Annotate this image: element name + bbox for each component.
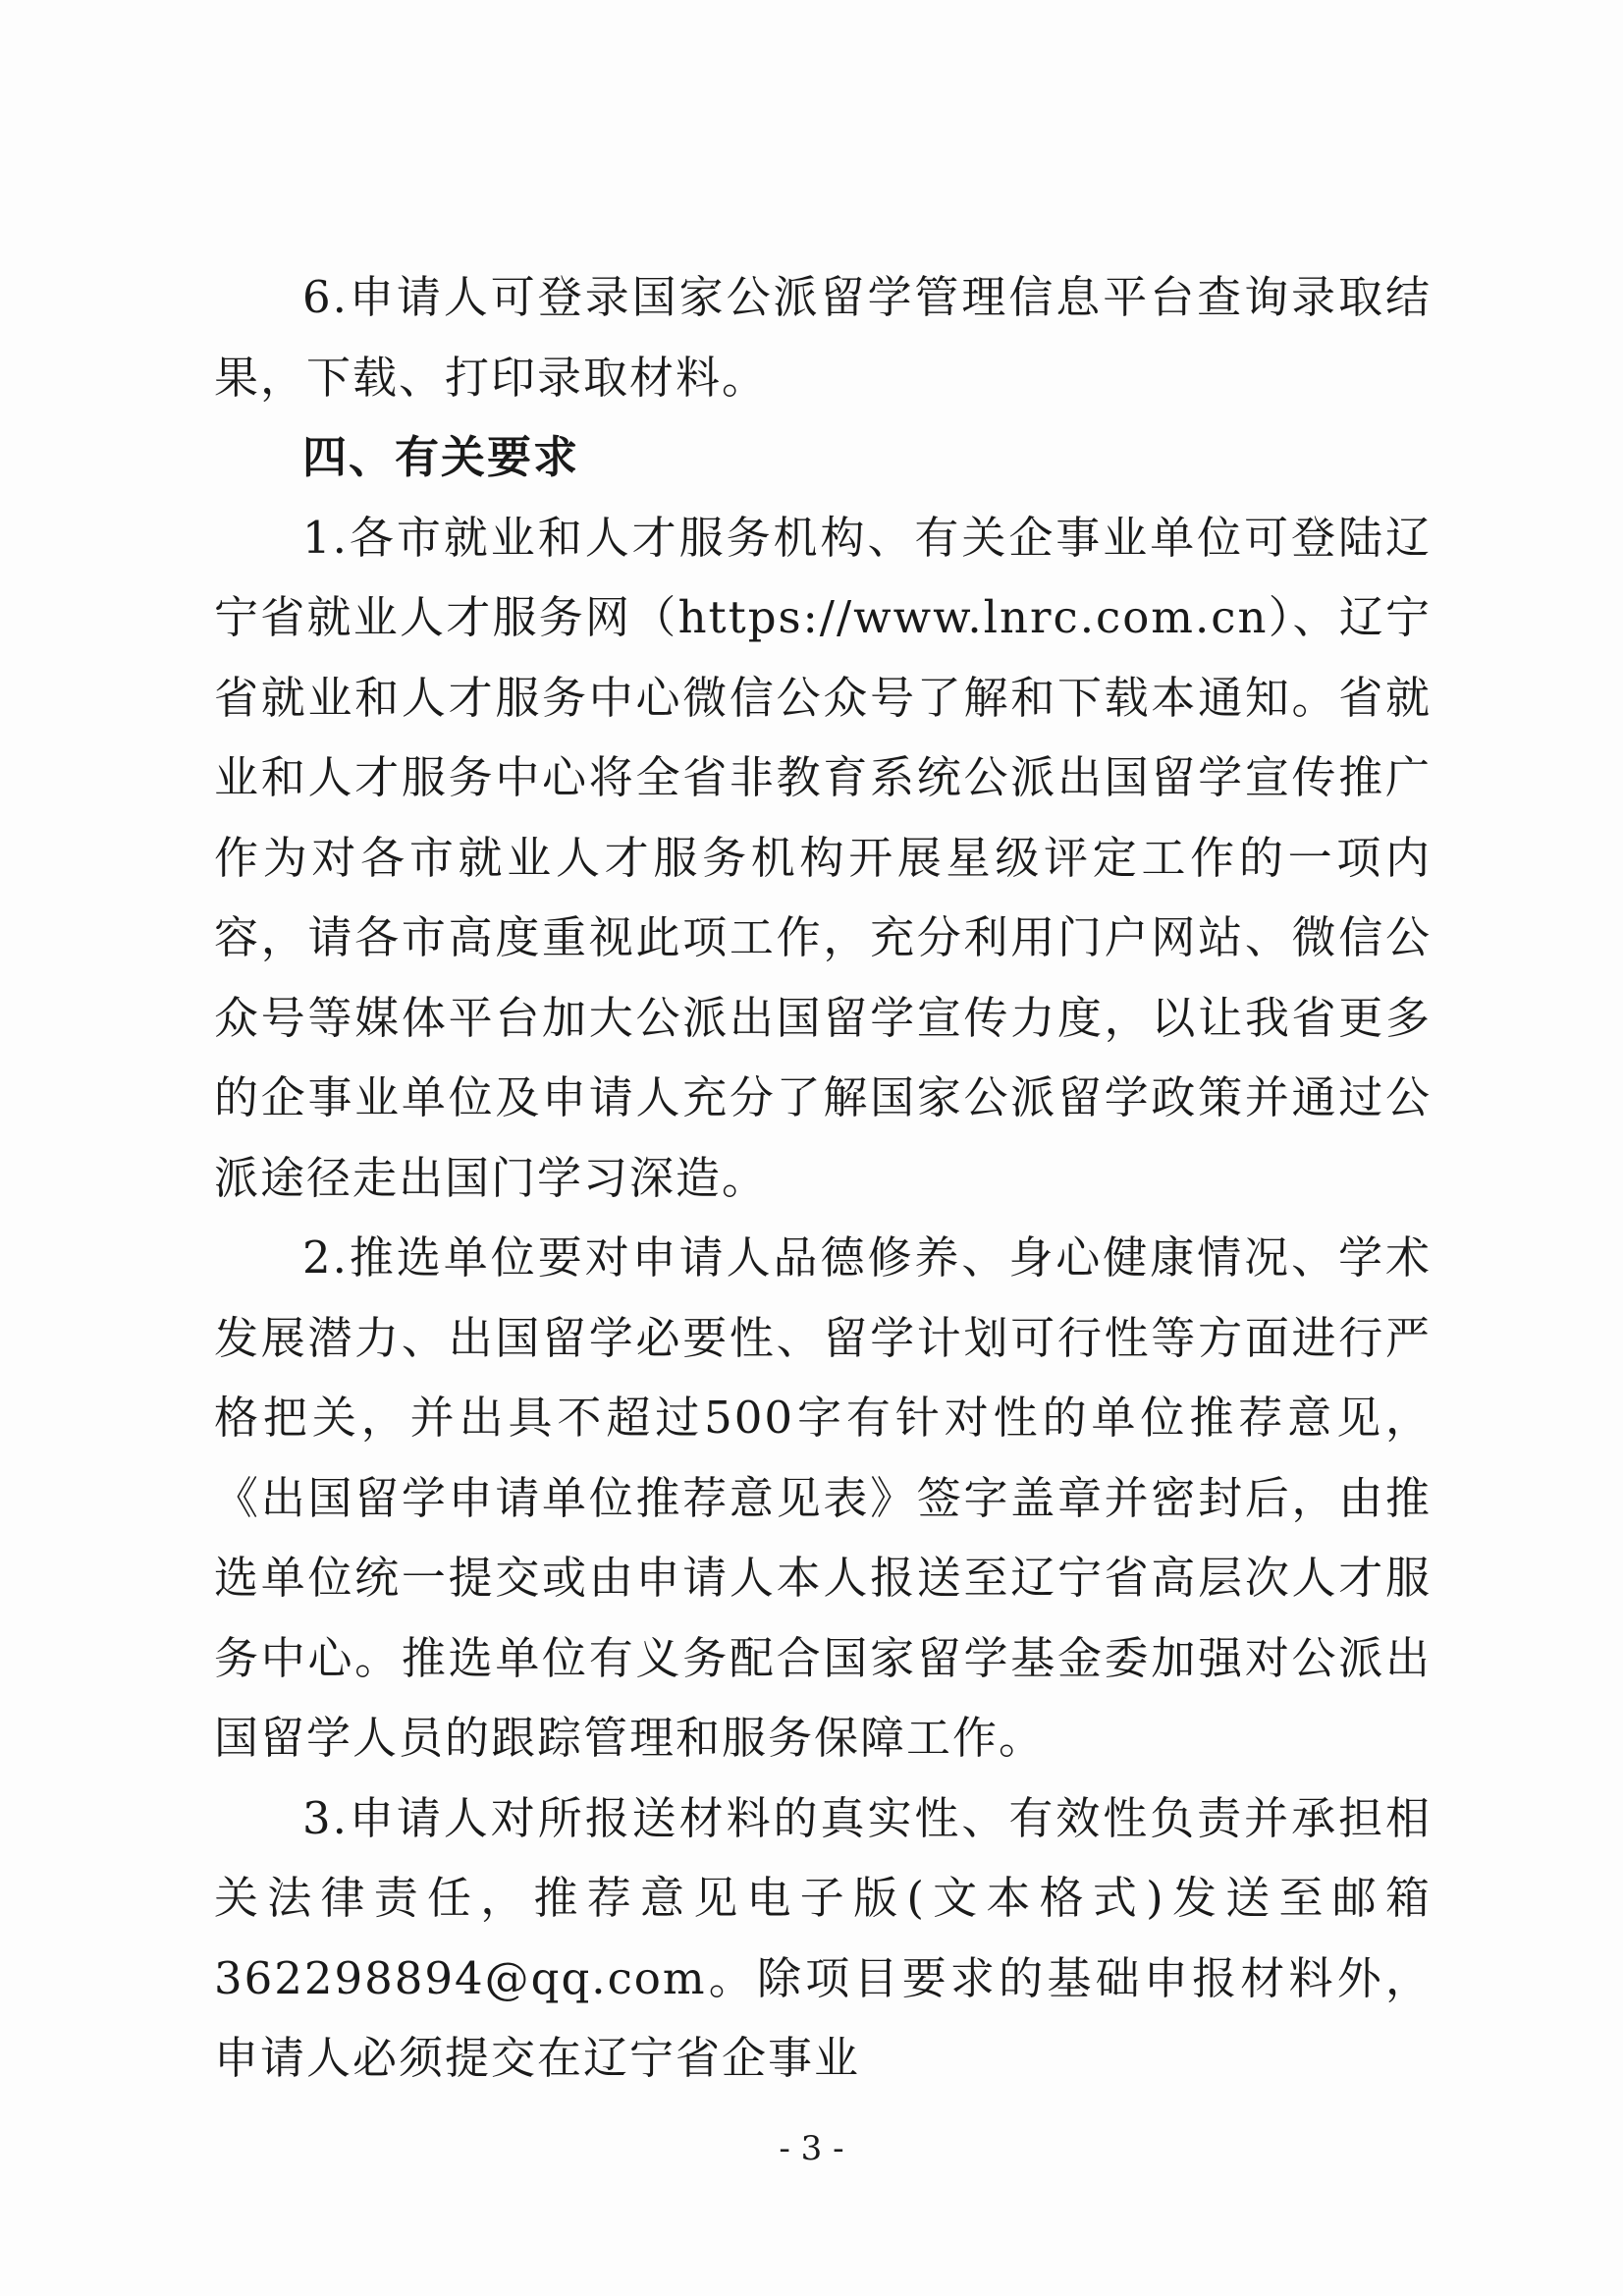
- paragraph-item-6: 6.申请人可登录国家公派留学管理信息平台查询录取结果，下载、打印录取材料。: [214, 271, 1432, 404]
- section-heading-requirements: 四、有关要求: [302, 431, 580, 483]
- paragraph-requirement-1: 1.各市就业和人才服务机构、有关企事业单位可登陆辽宁省就业人才服务网（https://www.lnrc.com.cn）、辽宁省就业和人才服务中心微信公众号了解和下载本通知。省就业和人才服务中心将全省非教育系统公派出国留学宣传推广作为对各市就业人才服务机构开展星级评定工作的一项内容，请各市高度重视此项工作，充分利用门户网站、微信公众号等媒体平台加大公派出国留学宣传力度，以让我省更多的企事业单位及申请人充分了解国家公派留学政策并通过公派途径走出国门学习深造。: [214, 511, 1432, 1204]
- paragraph-requirement-3: 3.申请人对所报送材料的真实性、有效性负责并承担相关法律责任，推荐意见电子版(文本格式)发送至邮箱 362298894@qq.com。除项目要求的基础申报材料外，申请人必须提交在辽宁省企事业: [214, 1791, 1432, 2084]
- page-number: - 3 -: [779, 2129, 844, 2168]
- paragraph-requirement-2: 2.推选单位要对申请人品德修养、身心健康情况、学术发展潜力、出国留学必要性、留学计划可行性等方面进行严格把关，并出具不超过500字有针对性的单位推荐意见，《出国留学申请单位推荐意见表》签字盖章并密封后，由推选单位统一提交或由申请人本人报送至辽宁省高层次人才服务中心。推选单位有义务配合国家留学基金委加强对公派出国留学人员的跟踪管理和服务保障工作。: [214, 1231, 1432, 1764]
- document-body: [214, 257, 1432, 2099]
